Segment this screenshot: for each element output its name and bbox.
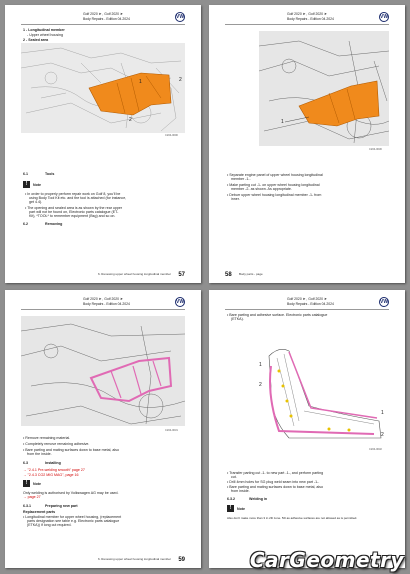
part-figure (249, 326, 389, 446)
header-model: Golf 2020 ➤ , Golf 2020 ➤ (287, 12, 327, 16)
section-number: 6.3.2 (227, 497, 235, 501)
step-text: • Transfer parting cut -1- to new part -1-, and perform parting (227, 471, 323, 475)
step-text: • Drill 4mm holes for SG plug weld seam into new part -1-. (227, 480, 319, 484)
cargeometry-watermark: CarGeometry (249, 548, 404, 572)
section-number: 6.1 (23, 172, 28, 176)
page-header (209, 296, 405, 308)
page-number: 58 (225, 272, 232, 278)
reference-link[interactable]: → page 27 (23, 495, 41, 499)
note-text: • The opening and sealed area is as shown by the rear upper (25, 206, 122, 210)
step-text: • Separate engine panel of upper wheel housing longitudinal (227, 173, 323, 177)
header-edition: Body Repairs - Edition 04.2024 (287, 302, 334, 306)
car-body-figure (21, 43, 185, 133)
page-footer: 6. Renewing upper wheel housing longitudinal member (97, 557, 171, 561)
note-text: get 4.4). (29, 200, 43, 204)
header-edition: Body Repairs - Edition 04.2024 (83, 302, 130, 306)
header-model: Golf 2020 ➤ , Golf 2020 ➤ (287, 297, 327, 301)
step-text: • Remove remaining material. (23, 436, 70, 440)
section-title: Preparing new part (45, 504, 78, 508)
step-text: • Bare parting and mating surfaces down to base metal, also (23, 448, 119, 452)
page-footer: Body parts - page (239, 272, 263, 276)
header-model: Golf 2020 ➤ , Golf 2020 ➤ (83, 297, 123, 301)
section-title: Installing (45, 461, 61, 465)
step-text: from the inside. (27, 452, 52, 456)
note-text: Only welding is authorised by Volkswagen AG may be used. (23, 491, 119, 495)
step-text: • Bare parting and mating surfaces down to base metal, also (227, 485, 323, 489)
header-divider (21, 24, 185, 25)
manual-page-58 (209, 5, 405, 283)
vw-logo-icon: VW (176, 14, 185, 20)
section-number: 6.3 (23, 461, 28, 465)
page-number: 59 (178, 557, 185, 563)
reference-link[interactable]: → "2.4.1 Pre-welding smooth" page 27 (23, 468, 85, 472)
step-text: from inside. (231, 489, 250, 493)
legend-line: 2 - Sealed area (23, 38, 49, 42)
manual-page-60 (209, 290, 405, 568)
header-divider (225, 309, 389, 310)
reference-link[interactable]: → "2.4.3 CO2 MIG MAG", page 16 (23, 473, 79, 477)
note-label: Note (33, 482, 41, 486)
callout-1: 1 (139, 79, 142, 85)
step-text: • Deburr upper wheel housing longitudinal member -1- from (227, 193, 321, 197)
step-text: • Completely remove remaining adhesive. (23, 442, 89, 446)
figure-id: C204-0031 (165, 429, 178, 432)
callout-1: 1 (259, 362, 262, 368)
page-header (5, 296, 201, 308)
section-title: Welding in (249, 497, 268, 501)
note-label: Note (237, 507, 245, 511)
header-model: Golf 2020 ➤ , Golf 2020 ➤ (83, 12, 123, 16)
vw-logo-icon: VW (176, 299, 185, 305)
step-text: parts designation see table e.g. Electronic parts catalogue (27, 519, 120, 523)
car-body-figure (259, 31, 389, 146)
note-icon: ! (23, 181, 30, 188)
section-number: 6.3.1 (23, 504, 31, 508)
step-text: • Longitudinal member for upper wheel housing, (replacement (23, 515, 121, 519)
page-header (5, 11, 201, 23)
figure-id: C204-0032 (369, 448, 382, 451)
car-body-figure (21, 316, 185, 426)
step-text: (ETKA). (231, 317, 244, 321)
page-footer: 6. Renewing upper wheel housing longitudinal member (97, 272, 171, 276)
callout-2: 2 (129, 117, 132, 123)
section-number: 6.2 (23, 222, 28, 226)
step-text: • Make parting cut -1- on upper wheel housing longitudinal (227, 183, 320, 187)
manual-page-57 (5, 5, 201, 283)
header-divider (21, 309, 185, 310)
header-edition: Body Repairs - Edition 04.2024 (83, 17, 130, 21)
page-header (209, 11, 405, 23)
vw-logo-icon: VW (380, 299, 389, 305)
note-icon: ! (227, 505, 234, 512)
note-text: using Body Tool Kit etc. and the tool is attached (for instance, (29, 196, 127, 200)
note-text: Also don't make more than 3 in 2D zone. 5D as adhesive surfaces are not allowed as is permitted. (227, 516, 358, 520)
pink-outline (270, 366, 374, 434)
note-text: • In order to properly perform repair work on Golf 8, you'll be (25, 192, 120, 196)
legend-line: - Upper wheel housing (27, 33, 63, 37)
subheading: Replacement parts (23, 510, 56, 514)
manual-page-59 (5, 290, 201, 568)
note-icon: ! (23, 480, 30, 487)
section-title: Removing (45, 222, 63, 226)
callout-2: 2 (259, 382, 262, 388)
step-text: • Bare parting and adhesive surface. Electronic parts catalogue (227, 313, 327, 317)
callout-1: 1 (381, 410, 384, 416)
header-edition: Body Repairs - Edition 04.2024 (287, 17, 334, 21)
header-divider (225, 24, 389, 25)
figure-id: C204-0030 (369, 148, 382, 151)
section-title: Tools (45, 172, 55, 176)
figure-id: C204-0000 (165, 134, 178, 137)
step-text: cut. (231, 475, 237, 479)
step-text: member -2- as shown. As appropriate. (231, 187, 292, 191)
note-label: Note (33, 183, 41, 187)
callout-2: 2 (381, 432, 384, 438)
callout-2: 2 (179, 77, 182, 83)
note-text: Kit), *TOOL* to remember equipment (Bsg) and so on. (29, 214, 116, 218)
step-text: inner. (231, 197, 240, 201)
note-text: part will not be found on, Electronic parts catalogue (ET- (29, 210, 119, 214)
page-number: 57 (178, 272, 185, 278)
step-text: (ETKA)) if long cut required. (27, 523, 72, 527)
step-text: member -1-. (231, 177, 251, 181)
vw-logo-icon: VW (380, 14, 389, 20)
callout-1: 1 (281, 119, 284, 125)
legend-line: 1 - Longitudinal member (23, 28, 65, 32)
